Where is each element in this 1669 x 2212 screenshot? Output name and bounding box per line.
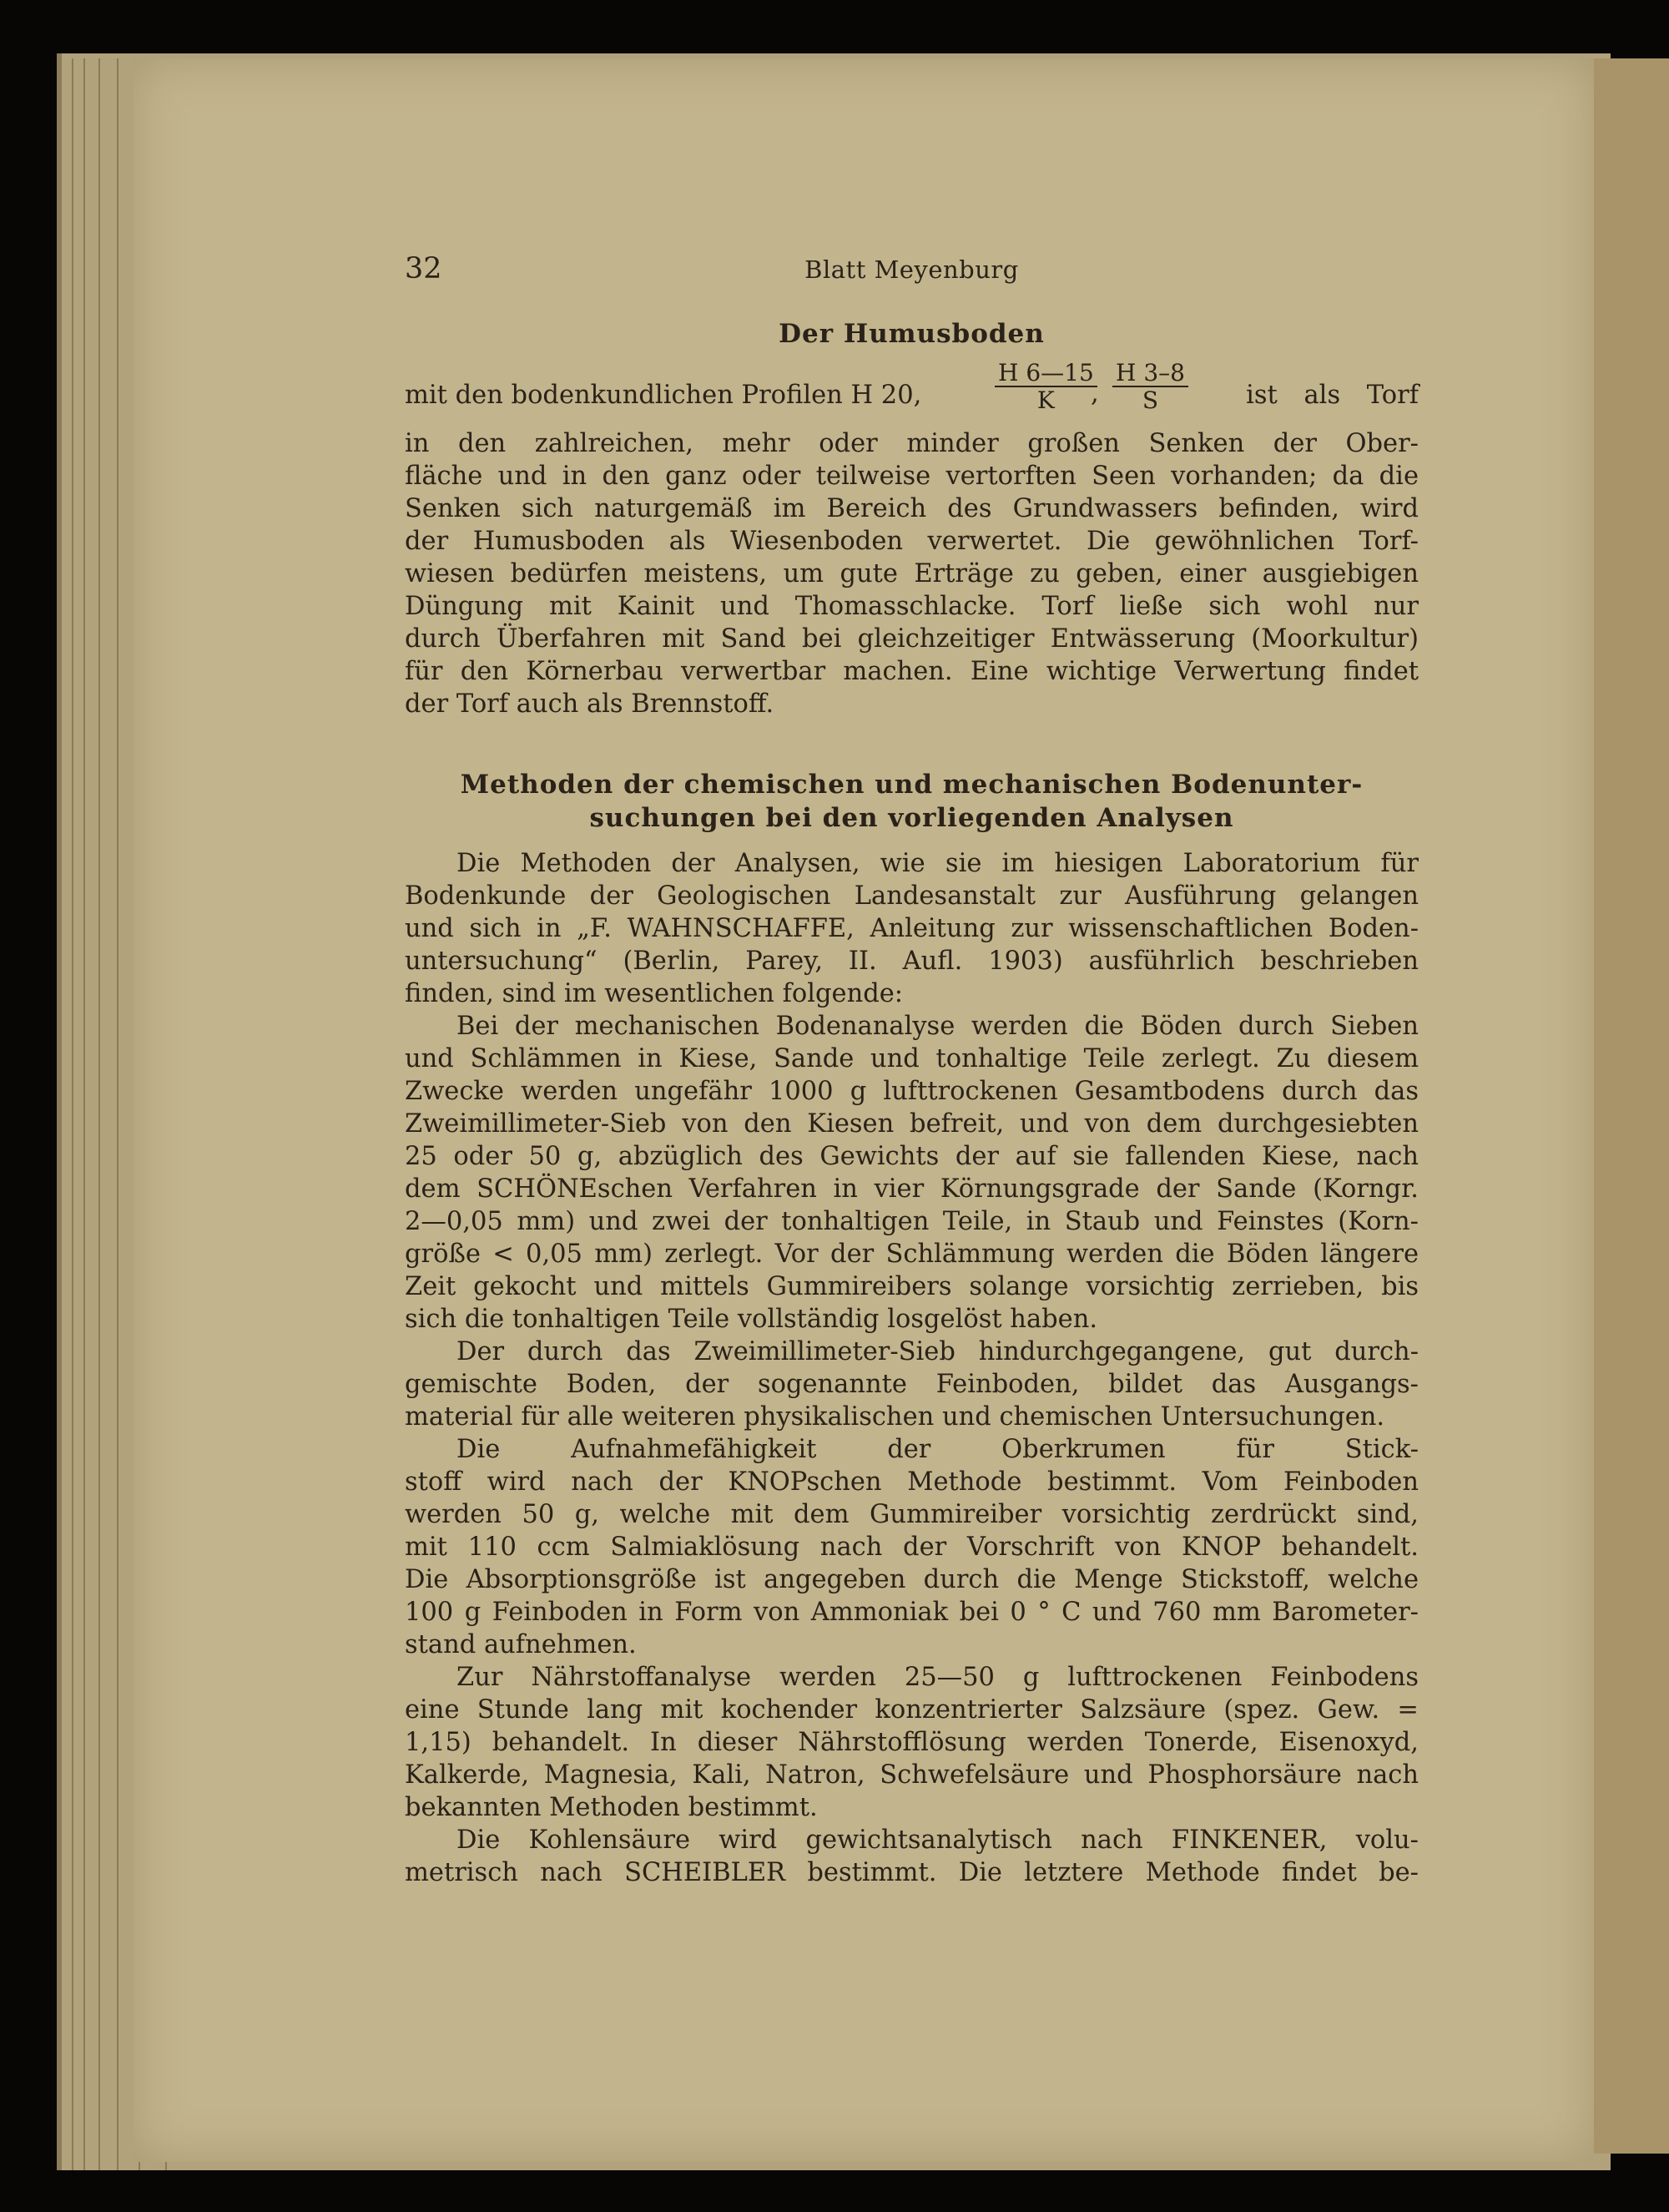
text-line: Zwecke werden ungefähr 1000 g lufttrockenen Gesamtbodens durch das bbox=[405, 1077, 1419, 1106]
heading-line: suchungen bei den vorliegenden Analysen bbox=[589, 803, 1234, 833]
text-line: Kalkerde, Magnesia, Kali, Natron, Schwefelsäure und Phosphorsäure nach bbox=[405, 1760, 1419, 1790]
text-line: dem SCHÖNEschen Verfahren in vier Körnungsgrade der Sande (Korngr. bbox=[405, 1174, 1419, 1204]
text-line: in den zahlreichen, mehr oder minder großen Senken der Ober- bbox=[405, 429, 1419, 458]
text-line: sich die tonhaltigen Teile vollständig losgelöst haben. bbox=[405, 1305, 1098, 1334]
section-heading-humusboden: Der Humusboden bbox=[779, 319, 1045, 349]
text-line: 25 oder 50 g, abzüglich des Gewichts der auf sie fallenden Kiese, nach bbox=[405, 1142, 1419, 1171]
text-line: und sich in „F. WAHNSCHAFFE, Anleitung zur wissenschaftlichen Boden- bbox=[405, 914, 1419, 943]
text-line: durch Überfahren mit Sand bei gleichzeitiger Entwässerung (Moorkultur) bbox=[405, 624, 1419, 654]
section-heading-methoden bbox=[405, 768, 1419, 835]
text-line: 1,15) behandelt. In dieser Nährstofflösung werden Tonerde, Eisenoxyd, bbox=[405, 1728, 1419, 1757]
page-edge bbox=[117, 58, 118, 2170]
page-edge bbox=[83, 58, 85, 2170]
page-number: 32 bbox=[405, 252, 442, 285]
text-line: fläche und in den ganz oder teilweise vertorften Seen vorhanden; da die bbox=[405, 462, 1419, 491]
fraction-numerator: H 3–8 bbox=[1112, 361, 1188, 387]
facing-page-edge bbox=[1590, 58, 1669, 2154]
text-line: stoff wird nach der KNOPschen Methode bestimmt. Vom Feinboden bbox=[405, 1467, 1419, 1497]
text-line: metrisch nach SCHEIBLER bestimmt. Die letztere Methode findet be- bbox=[405, 1858, 1419, 1887]
text-line: Die Aufnahmefähigkeit der Oberkrumen für Stick- bbox=[456, 1435, 1419, 1464]
profile-fraction-2 bbox=[1112, 361, 1188, 414]
fraction-numerator: H 6—15 bbox=[995, 361, 1097, 387]
formula-line bbox=[405, 359, 1419, 417]
text-line: untersuchung“ (Berlin, Parey, II. Aufl. 1903) ausführlich beschrieben bbox=[405, 947, 1419, 976]
fraction-denominator: S bbox=[1142, 386, 1159, 414]
text-line: finden, sind im wesentlichen folgende: bbox=[405, 979, 904, 1008]
text-line: Die Absorptionsgröße ist angegeben durch die Menge Stickstoff, welche bbox=[405, 1565, 1419, 1594]
text-line: für den Körnerbau verwertbar machen. Eine wichtige Verwertung findet bbox=[405, 657, 1419, 686]
text-line: 100 g Feinboden in Form von Ammoniak bei 0 ° C und 760 mm Barometer- bbox=[405, 1598, 1419, 1627]
text-line: der Torf auch als Brennstoff. bbox=[405, 689, 774, 719]
page-edge bbox=[98, 58, 100, 2170]
text-line: Die Kohlensäure wird gewichtsanalytisch nach FINKENER, volu- bbox=[456, 1826, 1419, 1855]
text-line: Bodenkunde der Geologischen Landesanstalt zur Ausführung gelangen bbox=[405, 881, 1419, 911]
profile-fraction-1 bbox=[995, 361, 1097, 414]
text-line: der Humusboden als Wiesenboden verwertet. Die gewöhnlichen Torf- bbox=[405, 527, 1419, 556]
text-line: wiesen bedürfen meistens, um gute Erträge zu geben, einer ausgiebigen bbox=[405, 559, 1419, 588]
text-line: material für alle weiteren physikalischen und chemischen Untersuchungen. bbox=[405, 1402, 1385, 1432]
running-title: Blatt Meyenburg bbox=[804, 255, 1019, 284]
text-line: Düngung mit Kainit und Thomasschlacke. Torf ließe sich wohl nur bbox=[405, 592, 1419, 621]
text-line: gemischte Boden, der sogenannte Feinboden, bildet das Ausgangs- bbox=[405, 1370, 1419, 1399]
text-line: eine Stunde lang mit kochender konzentrierter Salzsäure (spez. Gew. = bbox=[405, 1695, 1419, 1725]
text-line: Die Methoden der Analysen, wie sie im hiesigen Laboratorium für bbox=[456, 849, 1419, 878]
text-line: mit 110 ccm Salmiaklösung nach der Vorschrift von KNOP behandelt. bbox=[405, 1533, 1419, 1562]
text-line: Senken sich naturgemäß im Bereich des Grundwassers befinden, wird bbox=[405, 494, 1419, 523]
heading-line: Methoden der chemischen und mechanischen Bodenunter- bbox=[460, 770, 1364, 800]
text-line: werden 50 g, welche mit dem Gummireiber vorsichtig zerdrückt sind, bbox=[405, 1500, 1419, 1529]
formula-lead-text: mit den bodenkundlichen Profilen H 20, bbox=[405, 381, 922, 410]
text-line: stand aufnehmen. bbox=[405, 1630, 637, 1659]
text-line: bekannten Methoden bestimmt. bbox=[405, 1793, 818, 1822]
text-line: und Schlämmen in Kiese, Sande und tonhaltige Teile zerlegt. Zu diesem bbox=[405, 1044, 1419, 1073]
page-edge bbox=[72, 58, 73, 2170]
fraction-denominator: K bbox=[1036, 386, 1055, 414]
text-line: Zeit gekocht und mittels Gummireibers solange vorsichtig zerrieben, bis bbox=[405, 1272, 1419, 1301]
text-line: 2—0,05 mm) und zwei der tonhaltigen Teile, in Staub und Feinstes (Korn- bbox=[405, 1207, 1419, 1236]
page-header bbox=[405, 252, 1419, 294]
formula-comma: , bbox=[1091, 379, 1099, 408]
formula-trail-text: ist als Torf bbox=[1246, 381, 1419, 410]
text-line: größe < 0,05 mm) zerlegt. Vor der Schlämmung werden die Böden längere bbox=[405, 1240, 1419, 1269]
text-line: Zur Nährstoffanalyse werden 25—50 g lufttrockenen Feinbodens bbox=[456, 1663, 1419, 1692]
text-line: Zweimillimeter-Sieb von den Kiesen befreit, und von dem durchgesiebten bbox=[405, 1109, 1419, 1139]
text-line: Der durch das Zweimillimeter-Sieb hindurchgegangene, gut durch- bbox=[456, 1337, 1419, 1366]
text-line: Bei der mechanischen Bodenanalyse werden die Böden durch Sieben bbox=[456, 1012, 1419, 1041]
